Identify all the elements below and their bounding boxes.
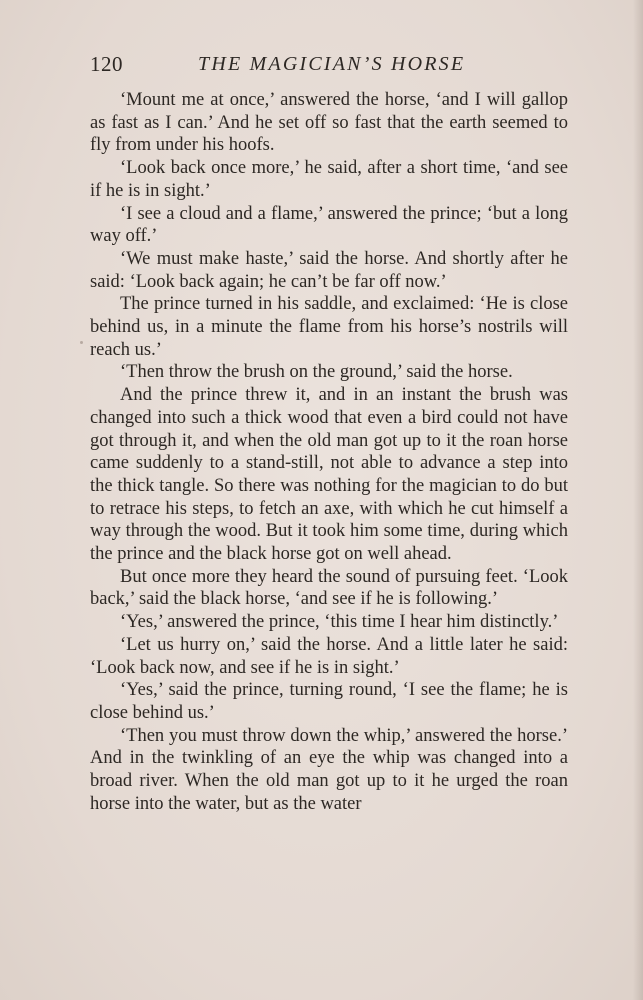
paragraph: ‘Mount me at once,’ answered the horse, ‘and I will gallop as fast as I can.’ And he set off so fast that the earth seemed to fly from under his hoofs. [90, 90, 568, 156]
paragraph: ‘Yes,’ said the prince, turning round, ‘I see the flame; he is close behind us.’ [90, 680, 568, 723]
paper-speck [80, 341, 83, 344]
page-number: 120 [90, 52, 123, 76]
paragraph: ‘We must make haste,’ said the horse. And shortly after he said: ‘Look back again; he can’t be far off now.’ [90, 248, 568, 292]
running-header [90, 50, 570, 78]
paragraph: But once more they heard the sound of pursuing feet. ‘Look back,’ said the black horse, ‘and see if he is following.’ [90, 566, 568, 610]
paragraph: And the prince threw it, and in an instant the brush was changed into such a thick wood that even a bird could not have got through it, and when the old man got up to it the roan horse came suddenly to a stand-still, not able to advance a step into the thick tangle. So there was nothing for the magician to do but to retrace his steps, to fetch an axe, with which he cut himself a way through the wood. But it took him some time, during which the prince and the black horse got on well ahead. [90, 385, 568, 565]
paragraph: ‘Then throw the brush on the ground,’ said the horse. [120, 362, 513, 383]
paragraph: ‘Look back once more,’ he said, after a short time, ‘and see if he is in sight.’ [90, 158, 568, 201]
paragraph: ‘Let us hurry on,’ said the horse. And a little later he said: ‘Look back now, and see if he is in sight.’ [90, 634, 568, 678]
paragraph: ‘Yes,’ answered the prince, ‘this time I hear him distinctly.’ [120, 612, 559, 633]
paragraph: ‘Then you must throw down the whip,’ answered the horse.’ And in the twinkling of an eye the whip was changed into a broad river. When the old man got up to it he urged the roan horse into the water, but as the water [90, 725, 568, 814]
paragraph: The prince turned in his saddle, and exclaimed: ‘He is close behind us, in a minute the flame from his horse’s nostrils will reach us.’ [90, 294, 568, 360]
page-edge-shadow [633, 0, 643, 1000]
paragraph: ‘I see a cloud and a flame,’ answered the prince; ‘but a long way off.’ [90, 203, 568, 247]
body-text [90, 89, 568, 816]
running-title: THE MAGICIAN’S HORSE [198, 53, 466, 75]
